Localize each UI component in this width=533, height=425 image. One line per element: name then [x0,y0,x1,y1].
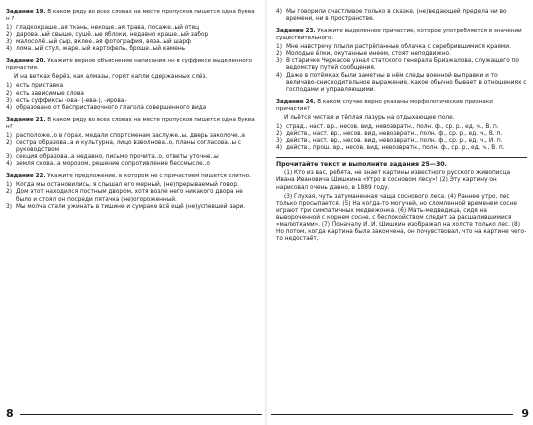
task-23-heading [276,28,527,42]
task-label: Задание 19. [6,9,46,15]
answer-option [6,98,258,105]
option-number: 2) [276,51,282,58]
task-instruction: В каком ряду во всех словах на месте пропусков пишется одна буква н? [6,116,255,130]
option-number: 2) [6,139,12,146]
task-instruction: В каком случае верно указаны морфологические признаки причастия? [276,98,493,112]
page-number: 9 [521,407,529,420]
option-text: действ., наст. вр., несов. вид, невозвратн., полн. ф., ср. р., ед. ч., И. п. [286,138,503,145]
option-number: 1) [6,182,12,189]
task-24 [276,99,527,152]
option-number: 3) [6,154,12,161]
answer-option [6,105,258,112]
option-number: 1) [6,132,12,139]
right-page-footer [267,407,533,421]
page-number: 8 [6,407,14,420]
option-text: образовано от бесприставочного глагола совершенного вида [16,104,207,111]
option-text: страд., наст. вр., несов. вид, невозвратн., полн. ф., ср. р., ед. ч., В. п. [286,123,499,130]
right-page [267,0,533,425]
option-text: Когда мы остановились, я слышал его мерный, (не)прерываемый говор. [16,182,239,189]
option-text: Мне навстречу плыли растрёпанные облачка с серебрившимися краями. [286,44,511,51]
reading-paragraph: (1) Кто из вас, ребята, не знает картины известного русского живописца Ивана Ивановича Шишкина «Утро в сосновом лесу»! (2) Эту картину он нарисовал очень давно, в 1889 году. [276,170,511,191]
option-text: есть суффиксы -ова- (-ева-), -ирова- [16,97,127,104]
option-number: 4) [6,46,12,53]
task-20 [6,58,258,111]
answer-option [276,9,527,23]
task-22-continued [276,9,527,23]
option-text: расположе..о в горах, медали спортсменам заслуже..ы, дверь заколоче..а [16,132,245,139]
reading-paragraph: (3) Глухая, чуть затуманенная чаща соснового леса. (4) Раннее утро, лес только просыпается. (5) На когда-то могучей, но сломленной временем сосне играют три симпатичных медвежонка. (6) Мать-медведица, сидя на вывороченной с корнем сосне, с беспокойством следит за расшалившимися «малютками». (7) Поначалу И. И. Шишкин изображал на холсте только лес. (8) Но потом, когда картина была закончена, он почувствовал, что на картине чего-то недостаёт, [276,193,527,243]
left-page-footer [0,407,266,421]
option-number: 1) [276,44,282,51]
answer-option [6,182,258,189]
option-text: Дом этот находился постным двором, хотя возле него никакого двора не было и стоял он посреди пятачка (не)огороженный. [16,189,243,203]
answer-option [6,154,258,161]
answer-option [6,140,258,154]
answer-option [276,73,527,94]
option-text: секция образова..а недавно, письмо прочита..о, ответы уточне..ы [16,154,219,161]
task-23 [276,28,527,94]
task-label: Задание 24. [276,98,316,105]
option-text: гладкокраше..ая ткань, некоше..ая трава, посаже..ый отец [16,25,200,31]
option-number: 1) [6,25,12,31]
option-number: 4) [6,161,12,168]
answer-option [276,44,527,51]
option-text: Даже в потёмках были заметны в нём следы военной выправки и то величаво-снисходительное выражение, какое обычно бывает в отношениях с господами и управляющими. [286,72,527,93]
option-number: 2) [6,32,12,39]
answer-option [276,51,527,58]
left-page [0,0,266,425]
option-number: 4) [276,72,282,79]
option-number: 2) [276,131,282,138]
answer-option [6,133,258,140]
option-number: 4) [276,9,282,15]
option-text: Молодые ёлки, окутанные инеем, стоят неподвижно. [286,51,451,58]
task-label: Задание 20. [6,58,46,65]
task-instruction: Укажите предложение, в котором не с причастием пишется слитно. [47,173,251,180]
answer-option [276,145,527,152]
task-22-heading [6,173,258,180]
task-label: Задание 23. [276,28,316,35]
option-text: Мы молча стали ужинать в тишине и сумраке всё ещё (не)успевшей зари. [16,203,246,210]
option-text: В старичке Черкасов узнал статского генерала Бризжалова, служащего по ведомству путей сообщения. [286,58,519,72]
reading-title: Прочитайте текст и выполните задания 25—30. [276,161,447,169]
section-divider [276,157,527,158]
option-text: земля скова..а морозом, решение сопротивление бессмысле..о [16,161,210,168]
answer-option [6,46,258,53]
option-number: 1) [276,123,282,130]
answer-option [276,124,527,131]
option-number: 3) [276,58,282,65]
reading-section [276,161,527,243]
option-text: лома..ый стул, жаре..ый картофель, броше..ый камень [16,46,186,53]
task-instruction: Укажите выделенное причастие, которое употребляется в значении существительного. [276,28,522,42]
task-19 [6,9,258,53]
option-text: сестра образова..а и культурна, лицо взволнова..о, планы согласова..ы с руководством [16,139,242,154]
option-number: 4) [276,145,282,152]
answer-option [6,189,258,203]
task-sentence: И льётся чистая и тёплая лазурь на отдыхающее поле. [284,114,455,121]
option-text: Мы говорили счастливое только в сказке, (не)ведающей предела ни во времени, ни в пространстве. [286,9,507,23]
answer-option [276,58,527,72]
option-text: действ., наст. вр., несов. вид, невозвратн., полн. ф., ср. р., ед. ч., В. п. [286,131,503,138]
task-instruction: В каком ряду во всех словах на месте пропусков пишется одна буква н ? [6,9,255,22]
answer-option [6,161,258,168]
footer-rule [20,414,262,415]
task-label: Задание 22. [6,173,46,180]
task-22 [6,173,258,210]
task-instruction: Укажите верное объяснение написания нн в суффиксе выделенного причастия. [6,58,252,72]
option-number: 2) [6,189,12,196]
task-24-heading [276,99,527,113]
option-number: 3) [6,97,12,104]
option-text: дарова..ый свыше, сушё..ые яблоки, недавно краше..ый забор [16,32,209,39]
task-label: Задание 21. [6,116,46,123]
option-number: 3) [276,138,282,145]
task-19-heading [6,9,258,23]
option-text: действ., прош. вр., несов. вид, невозвратн., полн. ф., ср. р., ед. ч., В. п. [286,145,505,152]
option-text: есть приставка [16,83,64,90]
option-number: 2) [6,90,12,97]
task-21-heading [6,117,258,131]
task-sentence: И на ветках берёз, как алмазы, горят капли сдержанных слёз. [14,74,208,81]
option-text: малосолё..ый сыр, вклее..ая фотография, вяза..ый шарф [16,39,192,46]
task-21 [6,117,258,168]
option-number: 4) [6,104,12,111]
task-20-heading [6,58,258,72]
footer-rule [271,414,513,415]
answer-option [6,91,258,98]
option-number: 1) [6,83,12,90]
option-text: есть зависимые слова [16,90,84,97]
option-number: 3) [6,39,12,46]
option-number: 3) [6,203,12,210]
answer-option [6,83,258,90]
answer-option [6,204,258,211]
